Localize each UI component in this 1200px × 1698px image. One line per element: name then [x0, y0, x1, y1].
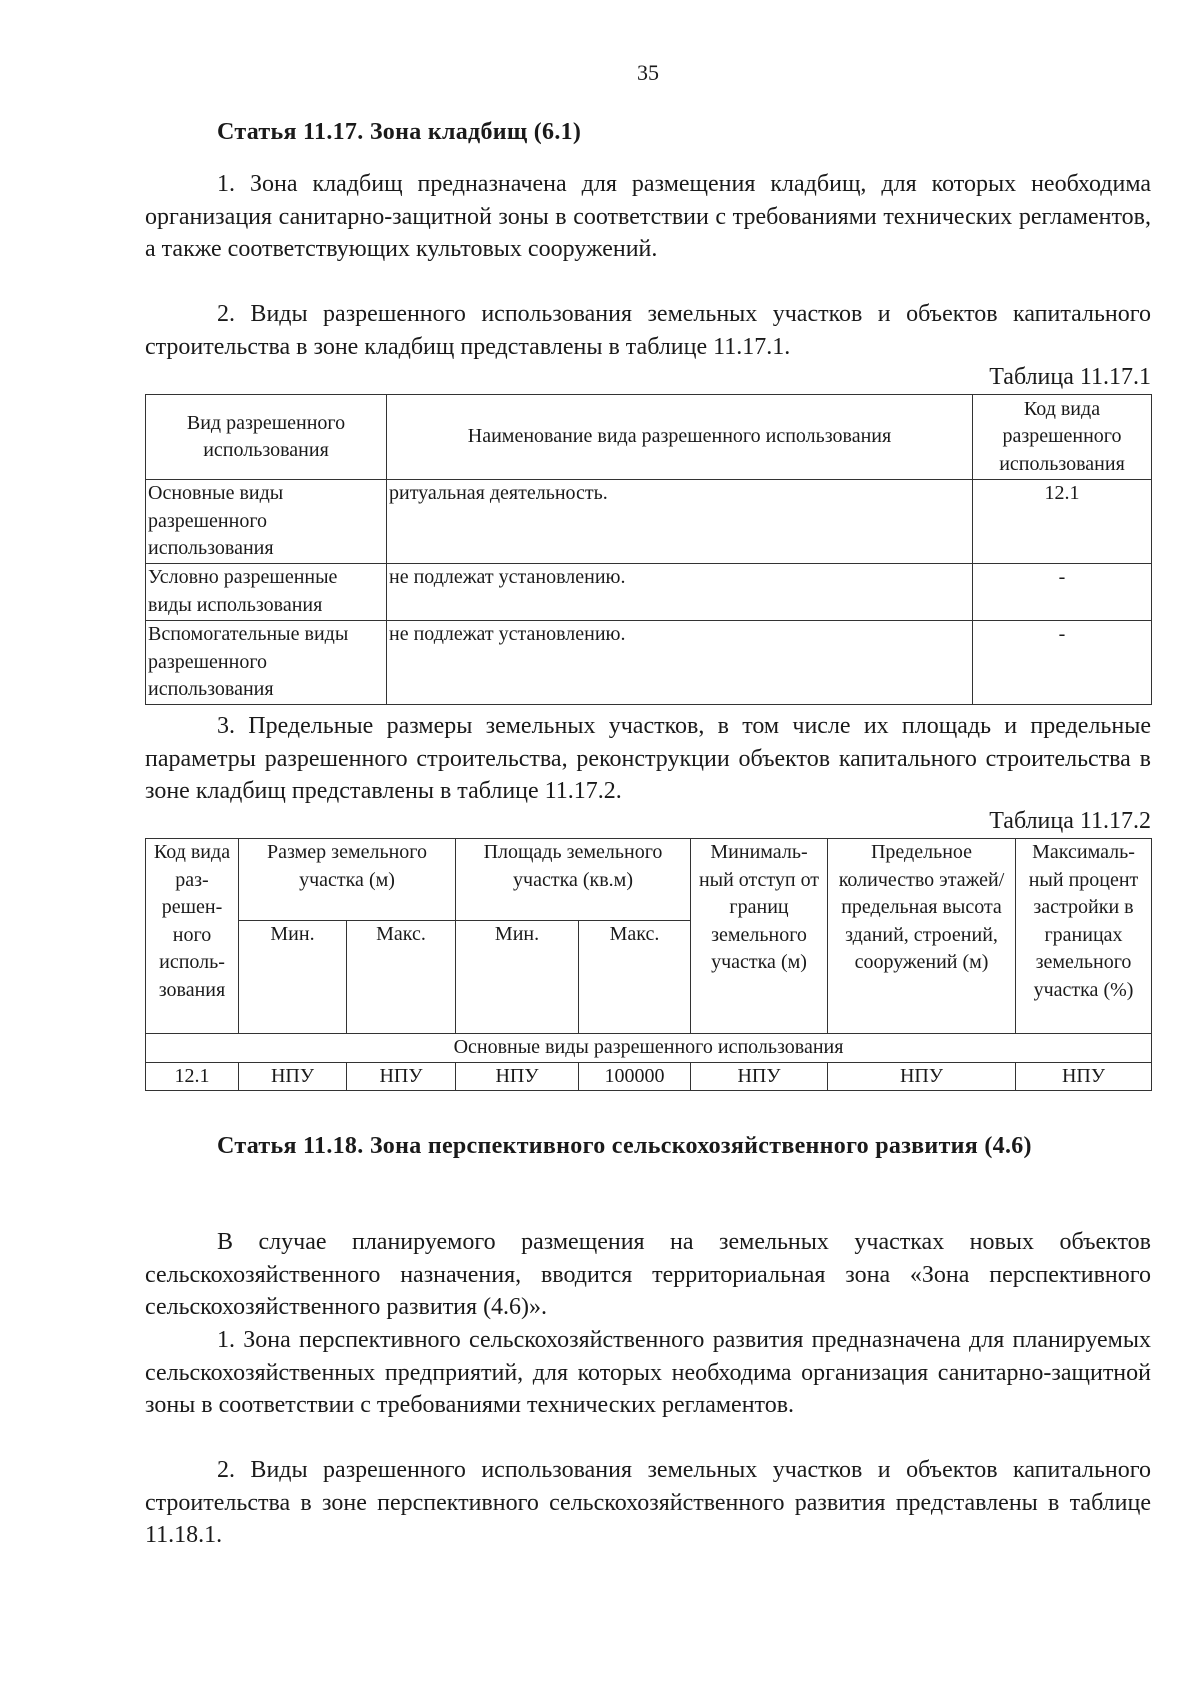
table-cell: НПУ — [456, 1062, 579, 1091]
table-11-17-1-caption: Таблица 11.17.1 — [989, 364, 1151, 390]
article-11-18-heading: Статья 11.18. Зона перспективного сельскохозяйственного развития (4.6) — [217, 1133, 1032, 1159]
header-area-cell: Площадь земельного участка (кв.м) — [456, 839, 691, 921]
table-section-row — [146, 1034, 1152, 1063]
article-11-17-p1: 1. Зона кладбищ предназначена для размещения кладбищ, для которых необходима организация санитарно-защитной зоны в соответствии с требованиями технических регламентов, а также соответствующих культовых сооружений. — [145, 171, 1151, 262]
table-cell: 100000 — [579, 1062, 691, 1091]
article-11-18-p1: 1. Зона перспективного сельскохозяйственного развития предназначена для планируемых сельскохозяйственных предприятий, для которых необходима организация санитарно-защитной зоны в соответствии с требованиями технических регламентов. — [145, 1327, 1151, 1418]
table-row — [146, 564, 1152, 621]
article-11-18-p2: 2. Виды разрешенного использования земельных участков и объектов капитального строительства в зоне перспективного сельскохозяйственного развития представлены в таблице 11.18.1. — [145, 1457, 1151, 1548]
table-cell: НПУ — [1016, 1062, 1152, 1091]
header-floors-cell: Предельное количество этажей/ предельная высота зданий, строений, сооружений (м) — [828, 839, 1016, 1034]
header-cell: Наименование вида разрешенного использования — [387, 395, 973, 480]
table-cell: Основные виды разрешенного использования — [146, 480, 387, 564]
table-11-17-2-caption: Таблица 11.17.2 — [989, 808, 1151, 834]
table-row — [146, 1062, 1152, 1091]
header-size-cell: Размер земельного участка (м) — [239, 839, 456, 921]
table-cell: НПУ — [347, 1062, 456, 1091]
table-cell: НПУ — [691, 1062, 828, 1091]
page-number: 35 — [637, 60, 659, 85]
table-cell: НПУ — [828, 1062, 1016, 1091]
table-cell: - — [973, 564, 1152, 621]
table-cell: - — [973, 621, 1152, 705]
header-max-size: Макс. — [347, 921, 456, 1034]
table-11-17-2 — [145, 838, 1152, 1091]
table-cell: не подлежат установлению. — [387, 564, 973, 621]
table-11-17-1 — [145, 394, 1152, 705]
article-11-17-heading: Статья 11.17. Зона кладбищ (6.1) — [217, 119, 582, 145]
table-row — [146, 480, 1152, 564]
table-header-row — [146, 395, 1152, 480]
table-header-row — [146, 839, 1152, 921]
table-cell: Условно разрешенные виды использования — [146, 564, 387, 621]
table-cell: 12.1 — [146, 1062, 239, 1091]
header-code-cell: Код вида раз-решен-ного исполь-зования — [146, 839, 239, 1034]
section-cell: Основные виды разрешенного использования — [146, 1034, 1152, 1063]
header-min-area: Мин. — [456, 921, 579, 1034]
header-offset-cell: Минималь-ный отступ от границ земельного участка (м) — [691, 839, 828, 1034]
article-11-17-p3: 3. Предельные размеры земельных участков, в том числе их площадь и предельные параметры разрешенного строительства, реконструкции объектов капитального строительства в зоне кладбищ представлены в таблице 11.17.2. — [145, 713, 1151, 804]
header-min-size: Мин. — [239, 921, 347, 1034]
table-row — [146, 621, 1152, 705]
article-11-17-p2: 2. Виды разрешенного использования земельных участков и объектов капитального строительства в зоне кладбищ представлены в таблице 11.17.1. — [145, 301, 1151, 360]
article-11-18-p0: В случае планируемого размещения на земельных участках новых объектов сельскохозяйственного назначения, вводится территориальная зона «Зона перспективного сельскохозяйственного развития (4.6)». — [145, 1229, 1151, 1320]
table-cell: 12.1 — [973, 480, 1152, 564]
header-max-area: Макс. — [579, 921, 691, 1034]
table-cell: НПУ — [239, 1062, 347, 1091]
header-percent-cell: Максималь-ный процент застройки в границах земельного участка (%) — [1016, 839, 1152, 1034]
header-cell: Вид разрешенного использования — [146, 395, 387, 480]
table-cell: ритуальная деятельность. — [387, 480, 973, 564]
table-cell: не подлежат установлению. — [387, 621, 973, 705]
header-cell: Код вида разрешенного использования — [973, 395, 1152, 480]
table-cell: Вспомогательные виды разрешенного использования — [146, 621, 387, 705]
